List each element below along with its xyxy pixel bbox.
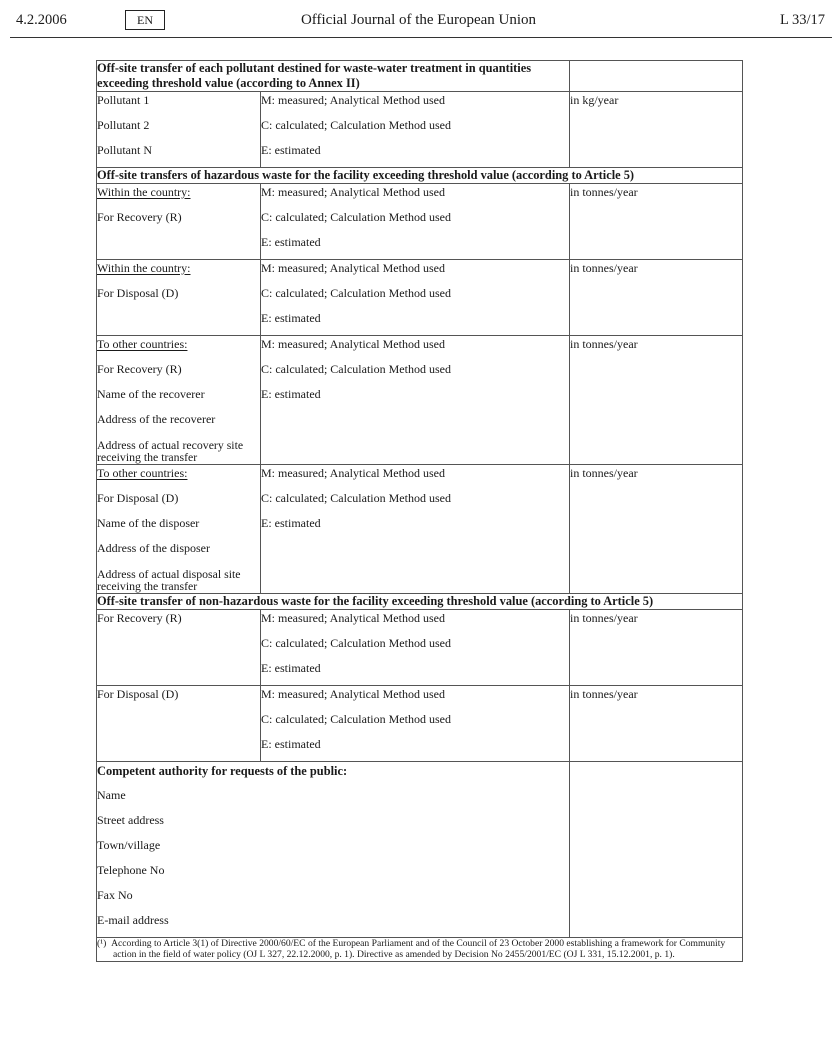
label-cell [97,259,261,335]
unit-label: in tonnes/year [570,336,638,351]
table-row [97,335,743,464]
other-countries-label: To other countries: [97,465,188,480]
section-header-wastewater [97,61,743,92]
label-cell [97,609,261,685]
unit-cell [570,183,743,259]
label-cell [97,335,261,464]
unit-cell [570,685,743,761]
header-rule [10,37,832,38]
footnote-marker: (¹) [97,937,107,949]
table-row [97,91,743,167]
label-cell [97,685,261,761]
section-title-wastewater: Off-site transfer of each pollutant destined for waste-water treatment in quantities exceeding threshold value (according to Annex II) [97,61,570,92]
method-estimated: E: estimated [261,386,321,401]
pollutant-2-label: Pollutant 2 [97,117,150,132]
disposer-address-label: Address of the disposer [97,540,210,555]
recovery-label: For Recovery (R) [97,610,182,625]
other-countries-label: To other countries: [97,336,188,351]
method-list [261,335,570,464]
method-estimated: E: estimated [261,736,321,751]
method-measured: M: measured; Analytical Method used [261,260,445,275]
pollutant-n-label: Pollutant N [97,142,153,157]
table-row [97,464,743,593]
disposal-label: For Disposal (D) [97,490,179,505]
method-measured: M: measured; Analytical Method used [261,686,445,701]
method-estimated: E: estimated [261,234,321,249]
authority-street-label: Street address [97,812,164,827]
unit-label: in tonnes/year [570,184,638,199]
method-calculated: C: calculated; Calculation Method used [261,490,451,505]
section-title-nonhazardous: Off-site transfer of non-hazardous waste for the facility exceeding threshold value (according to Article 5) [97,593,743,609]
section-header-nonhazardous [97,593,743,609]
authority-email-label: E-mail address [97,912,169,927]
label-cell [97,183,261,259]
disposal-label: For Disposal (D) [97,285,179,300]
authority-fields [97,761,570,937]
empty-cell [570,761,743,937]
unit-label: in kg/year [570,92,619,107]
unit-cell [570,91,743,167]
page-reference: L 33/17 [780,12,825,28]
unit-label: in tonnes/year [570,465,638,480]
within-country-label: Within the country: [97,260,191,275]
method-estimated: E: estimated [261,515,321,530]
method-estimated: E: estimated [261,310,321,325]
method-measured: M: measured; Analytical Method used [261,610,445,625]
method-list [261,91,570,167]
empty-cell [570,61,743,92]
disposal-label: For Disposal (D) [97,686,179,701]
page-header [0,0,837,40]
unit-cell [570,609,743,685]
publication-date: 4.2.2006 [16,12,67,28]
method-calculated: C: calculated; Calculation Method used [261,117,451,132]
language-badge: EN [125,10,165,30]
method-measured: M: measured; Analytical Method used [261,184,445,199]
method-measured: M: measured; Analytical Method used [261,92,445,107]
section-header-hazardous [97,167,743,183]
method-measured: M: measured; Analytical Method used [261,336,445,351]
authority-telephone-label: Telephone No [97,862,165,877]
method-measured: M: measured; Analytical Method used [261,465,445,480]
unit-cell [570,335,743,464]
journal-title: Official Journal of the European Union [300,12,537,28]
authority-section [97,761,743,937]
unit-label: in tonnes/year [570,610,638,625]
pollutant-list [97,91,261,167]
method-list [261,609,570,685]
method-estimated: E: estimated [261,142,321,157]
recoverer-address-label: Address of the recoverer [97,411,216,426]
method-list [261,685,570,761]
label-cell [97,464,261,593]
pollutant-1-label: Pollutant 1 [97,92,150,107]
disposer-name-label: Name of the disposer [97,515,200,530]
recoverer-name-label: Name of the recoverer [97,386,205,401]
method-calculated: C: calculated; Calculation Method used [261,361,451,376]
method-calculated: C: calculated; Calculation Method used [261,635,451,650]
authority-title: Competent authority for requests of the public: [97,763,348,778]
unit-label: in tonnes/year [570,686,638,701]
footnote-text: According to Article 3(1) of Directive 2000/60/EC of the European Parliament and of the Council of 23 October 2000 establishing a framework for Community action in the field of water policy (OJ L 327, 22.12.2000, p. 1). Directive as amended by Decision No 2455/2001/EC (OJ L 331, 15.12.2001, p. 1). [111,937,726,960]
disposal-site-address-label: Address of actual disposal site receiving the transfer [97,566,241,594]
unit-cell [570,259,743,335]
reporting-form-table [96,60,743,962]
method-list [261,183,570,259]
section-title-hazardous: Off-site transfers of hazardous waste for the facility exceeding threshold value (according to Article 5) [97,167,743,183]
footnote-row [97,937,743,961]
method-list [261,259,570,335]
table-row [97,685,743,761]
authority-town-label: Town/village [97,837,161,852]
table-row [97,259,743,335]
recovery-label: For Recovery (R) [97,209,182,224]
method-list [261,464,570,593]
table-row [97,183,743,259]
unit-label: in tonnes/year [570,260,638,275]
recovery-site-address-label: Address of actual recovery site receiving the transfer [97,437,244,465]
authority-fax-label: Fax No [97,887,133,902]
authority-name-label: Name [97,787,126,802]
recovery-label: For Recovery (R) [97,361,182,376]
method-estimated: E: estimated [261,660,321,675]
method-calculated: C: calculated; Calculation Method used [261,209,451,224]
footnote [97,937,743,961]
table-row [97,609,743,685]
unit-cell [570,464,743,593]
method-calculated: C: calculated; Calculation Method used [261,711,451,726]
within-country-label: Within the country: [97,184,191,199]
method-calculated: C: calculated; Calculation Method used [261,285,451,300]
